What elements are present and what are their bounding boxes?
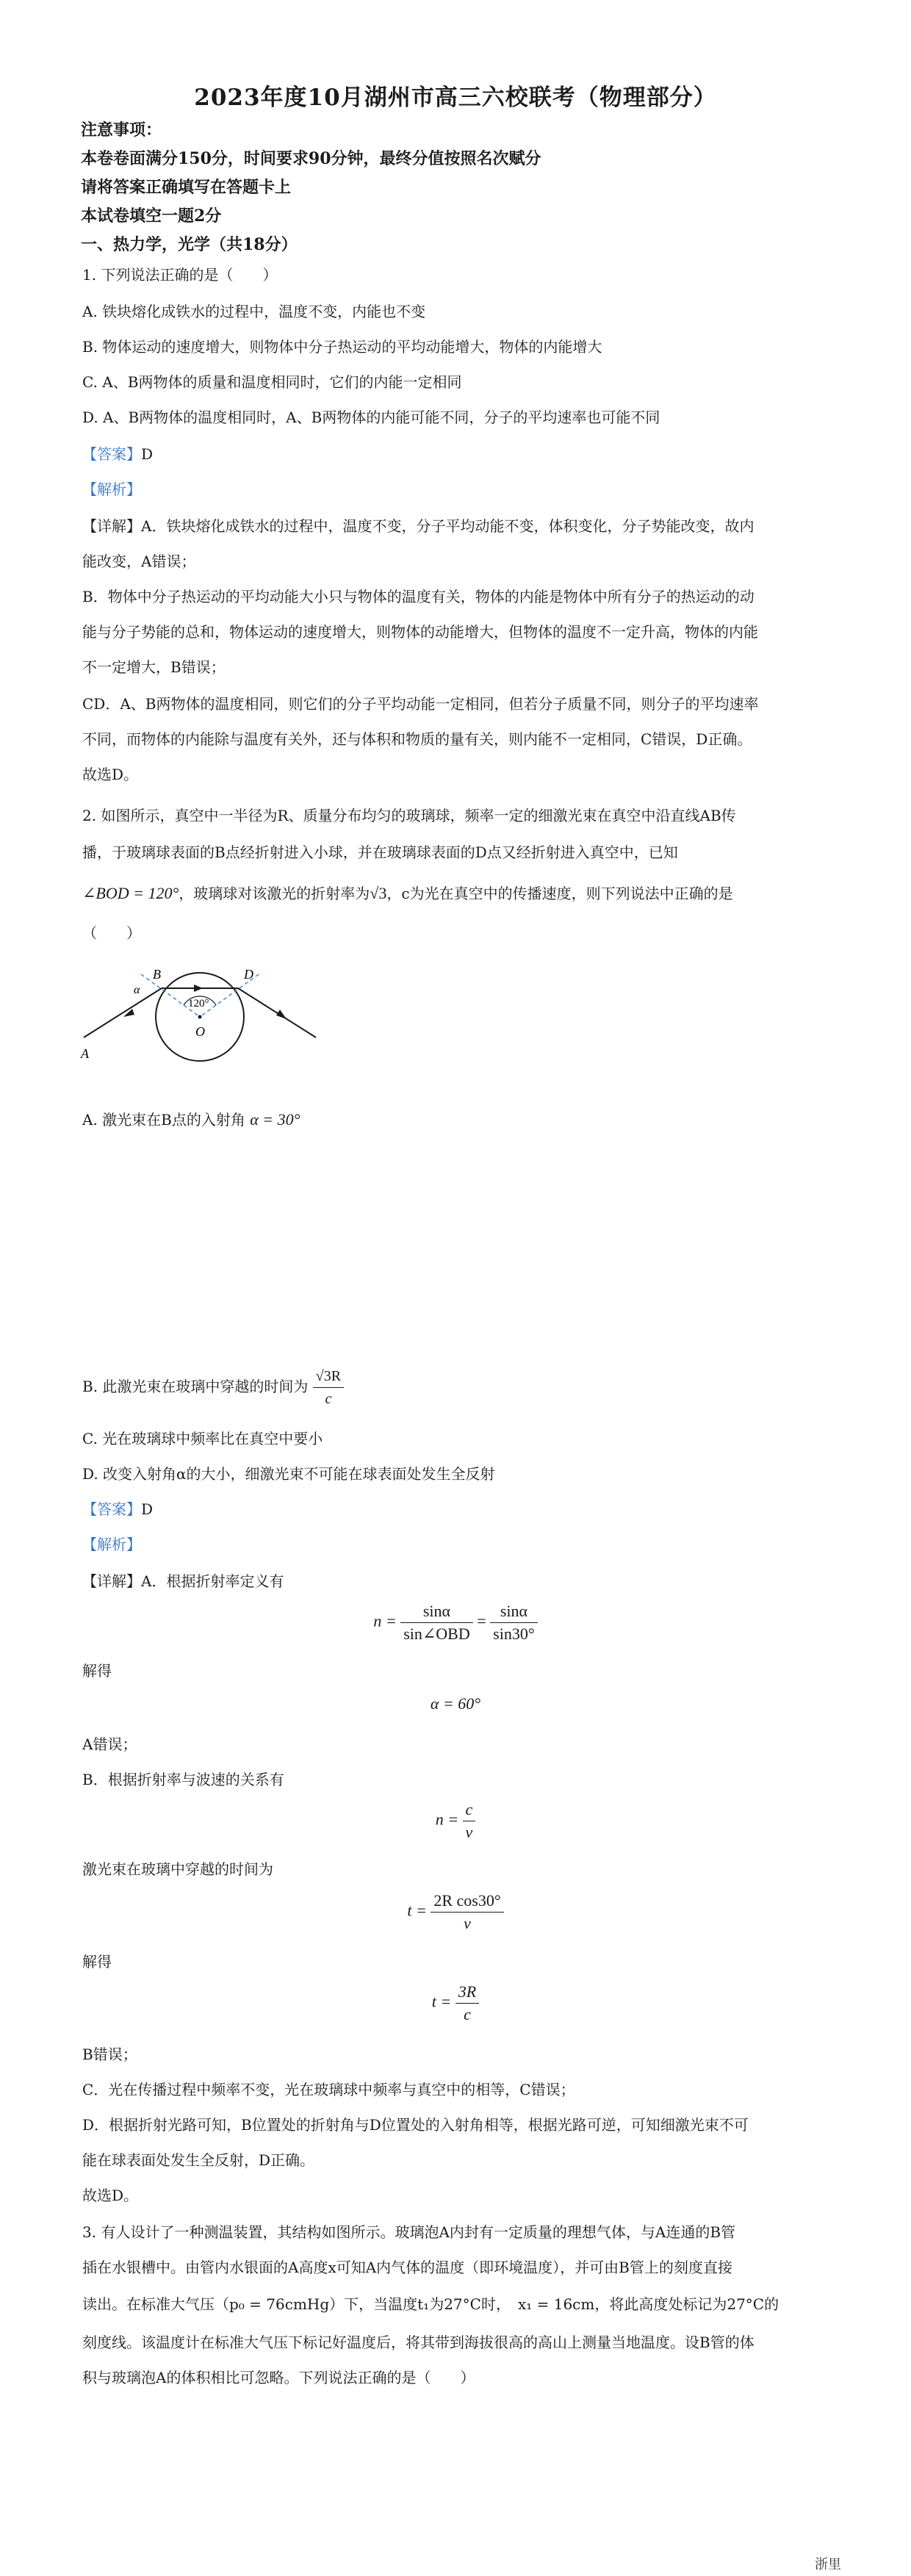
fraction-numerator: sinα bbox=[490, 1600, 537, 1623]
q2-stem-text: ，c为光在真空中的传播速度，则下列说法中正确的是 bbox=[386, 885, 733, 902]
equation-speed bbox=[0, 1799, 911, 1843]
arrow-icon bbox=[123, 1009, 134, 1017]
equation-alpha: α = 60° bbox=[430, 1694, 481, 1713]
q2-stem-line bbox=[82, 883, 733, 904]
angle-bod: ∠BOD = 120° bbox=[82, 884, 179, 902]
eq-lhs: n = bbox=[435, 1810, 459, 1829]
q2-option-a bbox=[82, 1109, 300, 1130]
equation-result bbox=[0, 1981, 911, 2026]
q3-stem-line: 刻度线。该温度计在标准大气压下标记好温度后，将其带到海拔很高的高山上测量当地温度。设B管的体 bbox=[82, 2334, 755, 2351]
q1-option-a: A. 铁块熔化成铁水的过程中，温度不变，内能也不变 bbox=[82, 303, 426, 320]
equation-refraction bbox=[0, 1600, 911, 1645]
c-line: C．光在传播过程中频率不变，光在玻璃球中频率与真空中的相等，C错误； bbox=[82, 2081, 575, 2098]
q2-stem-line: （ ） bbox=[82, 924, 141, 942]
arrow-icon bbox=[194, 985, 203, 992]
q2-detail-line: 【详解】A．根据折射率定义有 bbox=[82, 1572, 284, 1590]
notice-heading: 注意事项： bbox=[81, 120, 162, 140]
q1-option-c: C. A、B两物体的质量和温度相同时，它们的内能一定相同 bbox=[82, 373, 462, 391]
eq-fraction bbox=[455, 1981, 479, 2026]
solve-label: 解得 bbox=[82, 1662, 112, 1680]
fraction-numerator: √3R bbox=[313, 1365, 344, 1388]
option-text: B. 此激光束在玻璃中穿越的时间为 bbox=[82, 1378, 309, 1395]
q1-detail-line: 【详解】A．铁块熔化成铁水的过程中，温度不变，分子平均动能不变，体积变化，分子势能改变，故内 bbox=[82, 517, 755, 535]
glass-sphere-figure bbox=[73, 955, 338, 1065]
fraction-denominator: v bbox=[465, 1823, 473, 1841]
a-wrong: A错误； bbox=[82, 1735, 137, 1753]
eq-fraction bbox=[431, 1890, 503, 1935]
option-equation: α = 30° bbox=[250, 1110, 300, 1129]
q3-stem-line: 3. 有人设计了一种测温装置，其结构如图所示。玻璃泡A内封有一定质量的理想气体，与A连通的B管 bbox=[82, 2223, 736, 2241]
center-point bbox=[198, 1015, 202, 1019]
b-line: B．根据折射率与波速的关系有 bbox=[82, 1771, 284, 1788]
fraction-denominator: c bbox=[325, 1391, 332, 1407]
incident-ray bbox=[84, 988, 162, 1037]
label-a: A bbox=[81, 1046, 89, 1061]
q2-option-b bbox=[82, 1365, 344, 1410]
q2-option-c: C. 光在玻璃球中频率比在真空中要小 bbox=[82, 1430, 323, 1447]
answer-tag: 【答案】 bbox=[82, 445, 141, 463]
notice-line: 本试卷填空一题2分 bbox=[81, 206, 222, 226]
q1-conclusion: 故选D。 bbox=[82, 766, 139, 783]
label-angle: 120° bbox=[188, 998, 209, 1010]
option-fraction bbox=[313, 1365, 344, 1410]
solve-label: 解得 bbox=[82, 1953, 112, 1971]
q2-stem-line: 2. 如图所示，真空中一半径为R、质量分布均匀的玻璃球，频率一定的细激光束在真空中沿直线AB传 bbox=[82, 807, 736, 824]
q1-detail-line: B．物体中分子热运动的平均动能大小只与物体的温度有关，物体的内能是物体中所有分子的热运动的动 bbox=[82, 588, 755, 605]
arrow-icon bbox=[276, 1010, 287, 1019]
q2-stem-text: ，玻璃球对该激光的折射率为 bbox=[179, 885, 370, 902]
fraction-numerator: 3R bbox=[455, 1981, 479, 2004]
label-d: D bbox=[244, 967, 253, 982]
exit-ray bbox=[238, 988, 316, 1037]
label-alpha: α bbox=[134, 984, 140, 996]
fraction-numerator: sinα bbox=[400, 1600, 473, 1623]
fraction-numerator: c bbox=[463, 1799, 476, 1821]
eq-lhs: n = bbox=[373, 1611, 397, 1630]
eq-fraction bbox=[463, 1799, 476, 1843]
notice-line: 请将答案正确填写在答题卡上 bbox=[81, 178, 292, 197]
answer-tag: 【答案】 bbox=[82, 1500, 141, 1518]
fraction-denominator: sin∠OBD bbox=[403, 1625, 470, 1643]
fraction-denominator: c bbox=[464, 2005, 471, 2023]
answer-value: D bbox=[141, 445, 154, 463]
eq-lhs: t = bbox=[407, 1901, 427, 1920]
eq-fraction bbox=[400, 1600, 473, 1645]
q1-detail-line: CD．A、B两物体的温度相同，则它们的分子平均动能一定相同，但若分子质量不同，则分子的平均速率 bbox=[82, 695, 759, 713]
q2-option-d: D. 改变入射角α的大小，细激光束不可能在球表面处发生全反射 bbox=[82, 1465, 495, 1483]
time-line: 激光束在玻璃中穿越的时间为 bbox=[82, 1860, 273, 1878]
q3-stem-line: 积与玻璃泡A的体积相比可忽略。下列说法正确的是（ ） bbox=[82, 2369, 475, 2386]
answer-value: D bbox=[141, 1500, 154, 1518]
b-wrong: B错误； bbox=[82, 2046, 137, 2063]
eq-lhs: t = bbox=[431, 1992, 452, 2011]
equation-time bbox=[0, 1890, 911, 1935]
q2-answer bbox=[82, 1499, 153, 1519]
eq-equals: = bbox=[477, 1611, 486, 1630]
page-title: 2023年度10月湖州市高三六校联考（物理部分） bbox=[194, 84, 717, 111]
option-text: A. 激光束在B点的入射角 bbox=[82, 1111, 245, 1129]
q1-analysis-tag: 【解析】 bbox=[82, 481, 141, 498]
q3-stem-line: 插在水银槽中。由管内水银面的A高度x可知A内气体的温度（即环境温度），并可由B管上的刻度直接 bbox=[82, 2259, 732, 2276]
fraction-numerator: 2R cos30° bbox=[431, 1890, 503, 1913]
q1-detail-line: 能与分子势能的总和，物体运动的速度增大，则物体的动能增大，但物体的温度不一定升高，物体的内能 bbox=[82, 623, 758, 641]
q1-detail-line: 不一定增大，B错误； bbox=[82, 658, 226, 676]
d-line: D．根据折射光路可知，B位置处的折射角与D位置处的入射角相等，根据光路可逆，可知细激光束不可 bbox=[82, 2116, 749, 2134]
eq-fraction bbox=[490, 1600, 537, 1645]
notice-line: 本卷卷面满分150分，时间要求90分钟，最终分值按照名次赋分 bbox=[81, 149, 541, 168]
section-heading: 一、热力学，光学（共18分） bbox=[81, 235, 298, 254]
q1-answer bbox=[82, 444, 153, 464]
footer-mark: 浙里 bbox=[815, 2557, 841, 2572]
label-o: O bbox=[195, 1024, 205, 1039]
q2-analysis-tag: 【解析】 bbox=[82, 1536, 141, 1553]
q1-option-b: B. 物体运动的速度增大，则物体中分子热运动的平均动能增大，物体的内能增大 bbox=[82, 338, 602, 356]
d-line: 能在球表面处发生全反射，D正确。 bbox=[82, 2151, 315, 2169]
q2-stem-line: 播，于玻璃球表面的B点经折射进入小球，并在玻璃球表面的D点又经折射进入真空中，已知 bbox=[82, 843, 678, 861]
q1-detail-line: 不同，而物体的内能除与温度有关外，还与体积和物质的量有关，则内能不一定相同，C错误，D正确。 bbox=[82, 730, 752, 748]
q1-stem: 1. 下列说法正确的是（ ） bbox=[82, 266, 278, 284]
label-b: B bbox=[153, 967, 161, 982]
q1-option-d: D. A、B两物体的温度相同时，A、B两物体的内能可能不同，分子的平均速率也可能不同 bbox=[82, 409, 660, 426]
q1-detail-line: 能改变，A错误； bbox=[82, 553, 196, 570]
refractive-index: √3 bbox=[370, 884, 387, 902]
fraction-denominator: v bbox=[464, 1914, 471, 1932]
fraction-denominator: sin30° bbox=[493, 1625, 535, 1643]
q2-conclusion: 故选D。 bbox=[82, 2187, 139, 2204]
q3-stem-line: 读出。在标准大气压（p₀ = 76cmHg）下，当温度t₁为27°C时， x₁ = 16cm，将此高度处标记为27°C的 bbox=[82, 2295, 779, 2313]
